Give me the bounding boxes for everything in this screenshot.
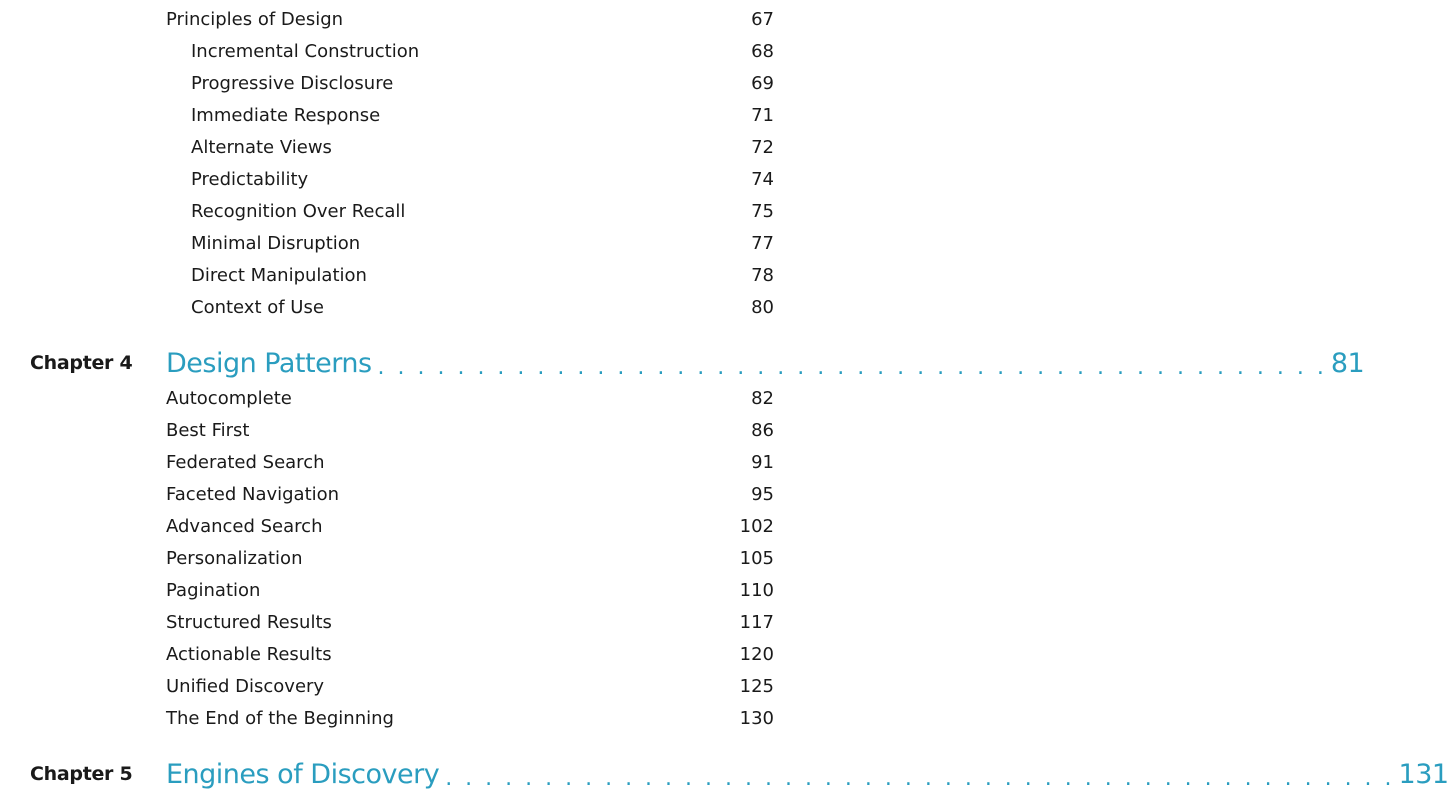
chapter-5-heading[interactable] bbox=[0, 754, 1449, 794]
chapter-title-line bbox=[166, 754, 1449, 794]
toc-entry-the-end-of-the-beginning[interactable] bbox=[0, 703, 800, 735]
toc-entry-incremental-construction[interactable] bbox=[0, 36, 800, 68]
toc-entry-principles-of-design[interactable] bbox=[0, 4, 800, 36]
toc-entry-page: 82 bbox=[751, 388, 774, 409]
toc-entry-autocomplete[interactable] bbox=[0, 383, 800, 415]
chapter-label: Chapter 5 bbox=[30, 763, 133, 785]
chapter-4-heading[interactable] bbox=[0, 343, 1365, 383]
toc-entry-predictability[interactable] bbox=[0, 164, 800, 196]
toc-entry-page: 72 bbox=[751, 137, 774, 158]
toc-entry-page: 67 bbox=[751, 9, 774, 30]
toc-entry-title: Alternate Views bbox=[191, 137, 332, 158]
toc-entry-title: Structured Results bbox=[166, 612, 332, 633]
toc-entry-title: Direct Manipulation bbox=[191, 265, 367, 286]
toc-entry-page: 105 bbox=[739, 548, 774, 569]
toc-entry-title: The End of the Beginning bbox=[166, 708, 394, 729]
toc-entry-page: 95 bbox=[751, 484, 774, 505]
toc-entry-title: Minimal Disruption bbox=[191, 233, 361, 254]
toc-entry-title: Pagination bbox=[166, 580, 261, 601]
chapter-label: Chapter 4 bbox=[30, 352, 133, 374]
toc-entry-title: Personalization bbox=[166, 548, 303, 569]
toc-entry-personalization[interactable] bbox=[0, 543, 800, 575]
toc-entry-page: 120 bbox=[739, 644, 774, 665]
toc-entry-unified-discovery[interactable] bbox=[0, 671, 800, 703]
toc-entry-page: 75 bbox=[751, 201, 774, 222]
toc-entry-title: Actionable Results bbox=[166, 644, 332, 665]
dot-leader: . . . . . . . . . . . . . . . . . . . . . . . . . . . . . . . . . . . . . . . . . . . . . . . . bbox=[377, 355, 1327, 380]
toc-entry-pagination[interactable] bbox=[0, 575, 800, 607]
toc-entry-alternate-views[interactable] bbox=[0, 132, 800, 164]
toc-entry-context-of-use[interactable] bbox=[0, 292, 800, 324]
toc-entry-progressive-disclosure[interactable] bbox=[0, 68, 800, 100]
toc-entry-actionable-results[interactable] bbox=[0, 639, 800, 671]
toc-entry-title: Context of Use bbox=[191, 297, 324, 318]
toc-entry-page: 91 bbox=[751, 452, 774, 473]
toc-entry-title: Recognition Over Recall bbox=[191, 201, 406, 222]
chapter-title: Design Patterns bbox=[166, 347, 372, 379]
toc-entry-title: Unified Discovery bbox=[166, 676, 325, 697]
dot-leader: . . . . . . . . . . . . . . . . . . . . . . . . . . . . . . . . . . . . . . . . . . . . . . . . bbox=[445, 766, 1395, 791]
toc-entry-title: Faceted Navigation bbox=[166, 484, 340, 505]
toc-entry-title: Principles of Design bbox=[166, 9, 344, 30]
toc-entry-page: 69 bbox=[751, 73, 774, 94]
toc-entry-page: 77 bbox=[751, 233, 774, 254]
toc-entry-page: 86 bbox=[751, 420, 774, 441]
toc-entry-title: Autocomplete bbox=[166, 388, 292, 409]
toc-entry-page: 125 bbox=[739, 676, 774, 697]
toc-entry-direct-manipulation[interactable] bbox=[0, 260, 800, 292]
toc-entry-page: 102 bbox=[739, 516, 774, 537]
toc-entry-page: 117 bbox=[739, 612, 774, 633]
toc-entry-title: Predictability bbox=[191, 169, 309, 190]
chapter-page-number: 131 bbox=[1398, 758, 1449, 790]
chapter-page-number: 81 bbox=[1330, 347, 1365, 379]
toc-entry-title: Federated Search bbox=[166, 452, 325, 473]
toc-entry-title: Best First bbox=[166, 420, 250, 441]
toc-entry-advanced-search[interactable] bbox=[0, 511, 800, 543]
toc-entry-title: Progressive Disclosure bbox=[191, 73, 394, 94]
toc-entry-page: 71 bbox=[751, 105, 774, 126]
toc-entry-title: Immediate Response bbox=[191, 105, 381, 126]
toc-entry-page: 110 bbox=[739, 580, 774, 601]
toc-entry-page: 130 bbox=[739, 708, 774, 729]
chapter-title: Engines of Discovery bbox=[166, 758, 440, 790]
toc-entry-page: 78 bbox=[751, 265, 774, 286]
toc-entry-recognition-over-recall[interactable] bbox=[0, 196, 800, 228]
chapter-title-line bbox=[166, 343, 1365, 383]
toc-entry-page: 74 bbox=[751, 169, 774, 190]
toc-entry-title: Incremental Construction bbox=[191, 41, 420, 62]
toc-entry-best-first[interactable] bbox=[0, 415, 800, 447]
toc-entry-federated-search[interactable] bbox=[0, 447, 800, 479]
toc-entry-page: 80 bbox=[751, 297, 774, 318]
toc-entry-minimal-disruption[interactable] bbox=[0, 228, 800, 260]
toc-entry-title: Advanced Search bbox=[166, 516, 323, 537]
toc-entry-immediate-response[interactable] bbox=[0, 100, 800, 132]
toc-entry-structured-results[interactable] bbox=[0, 607, 800, 639]
toc-entry-page: 68 bbox=[751, 41, 774, 62]
toc-entry-faceted-navigation[interactable] bbox=[0, 479, 800, 511]
